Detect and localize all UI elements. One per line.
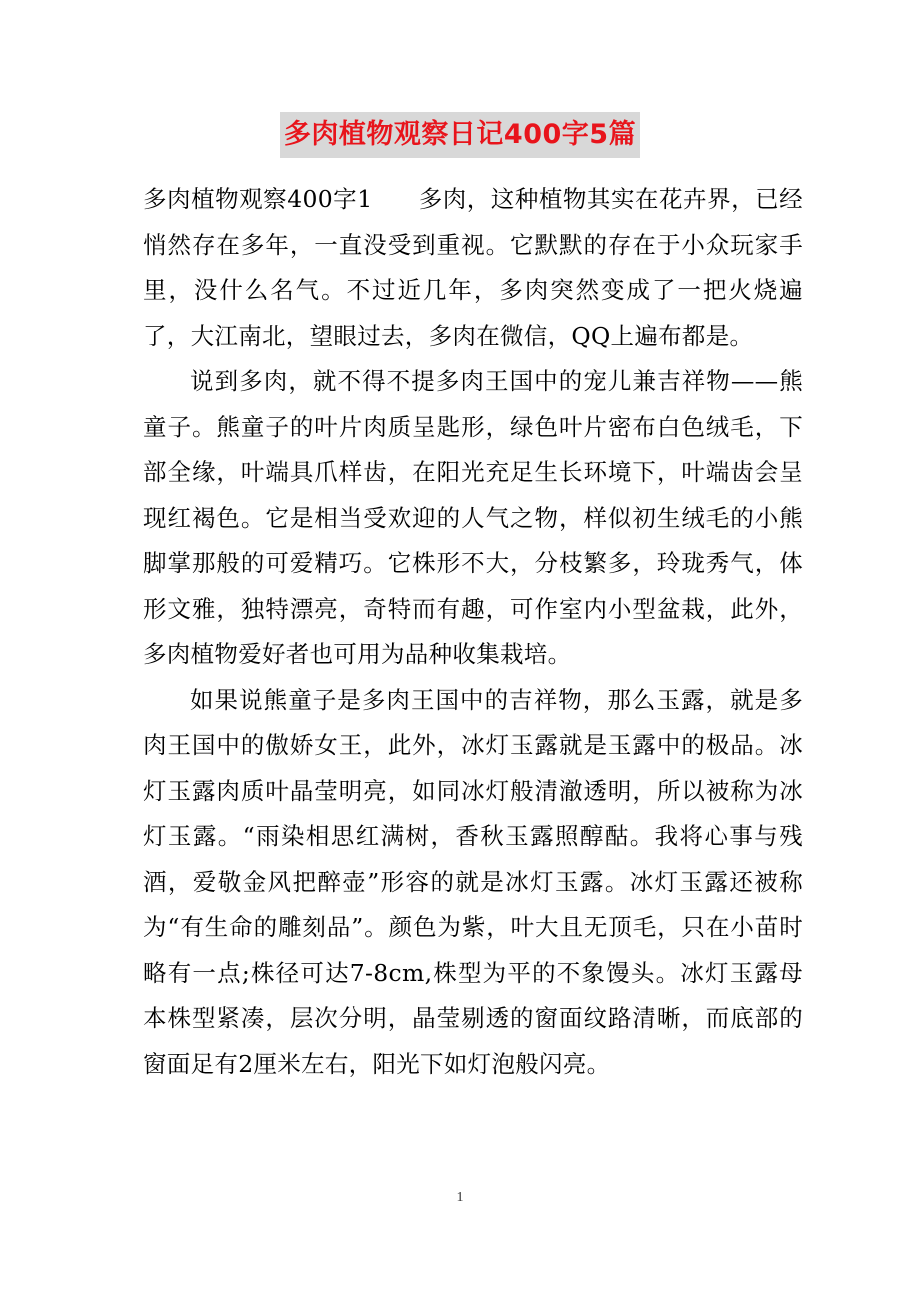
title-container bbox=[0, 112, 920, 158]
page-number: 1 bbox=[456, 1190, 464, 1205]
paragraph-1 bbox=[143, 177, 803, 359]
paragraph-1-text: 多肉，这种植物其实在花卉界，已经悄然存在多年，一直没受到重视。它默默的存在于小众玩家手里，没什么名气。不过近几年，多肉突然变成了一把火烧遍了，大江南北，望眼过去，多肉在微信，QQ上遍布都是。 bbox=[143, 185, 803, 350]
document-body bbox=[143, 177, 803, 1087]
section-heading: 多肉植物观察400字1 bbox=[143, 185, 373, 213]
paragraph-2: 说到多肉，就不得不提多肉王国中的宠儿兼吉祥物——熊童子。熊童子的叶片肉质呈匙形，绿色叶片密布白色绒毛，下部全缘，叶端具爪样齿，在阳光充足生长环境下，叶端齿会呈现红褐色。它是相当受欢迎的人气之物，样似初生绒毛的小熊脚掌那般的可爱精巧。它株形不大，分枝繁多，玲珑秀气，体形文雅，独特漂亮，奇特而有趣，可作室内小型盆栽，此外，多肉植物爱好者也可用为品种收集栽培。 bbox=[143, 367, 803, 668]
document-title: 多肉植物观察日记400字5篇 bbox=[280, 112, 640, 158]
paragraph-3: 如果说熊童子是多肉王国中的吉祥物，那么玉露，就是多肉王国中的傲娇女王，此外，冰灯玉露就是玉露中的极品。冰灯玉露肉质叶晶莹明亮，如同冰灯般清澈透明，所以被称为冰灯玉露。“雨染相思红满树，香秋玉露照醇酤。我将心事与残酒，爱敬金风把醉壶”形容的就是冰灯玉露。冰灯玉露还被称为“有生命的雕刻品”。颜色为紫，叶大且无顶毛，只在小苗时略有一点;株径可达7-8cm,株型为平的不象馒头。冰灯玉露母本株型紧凑，层次分明，晶莹剔透的窗面纹路清晰，而底部的窗面足有2厘米左右，阳光下如灯泡般闪亮。 bbox=[143, 685, 803, 1078]
